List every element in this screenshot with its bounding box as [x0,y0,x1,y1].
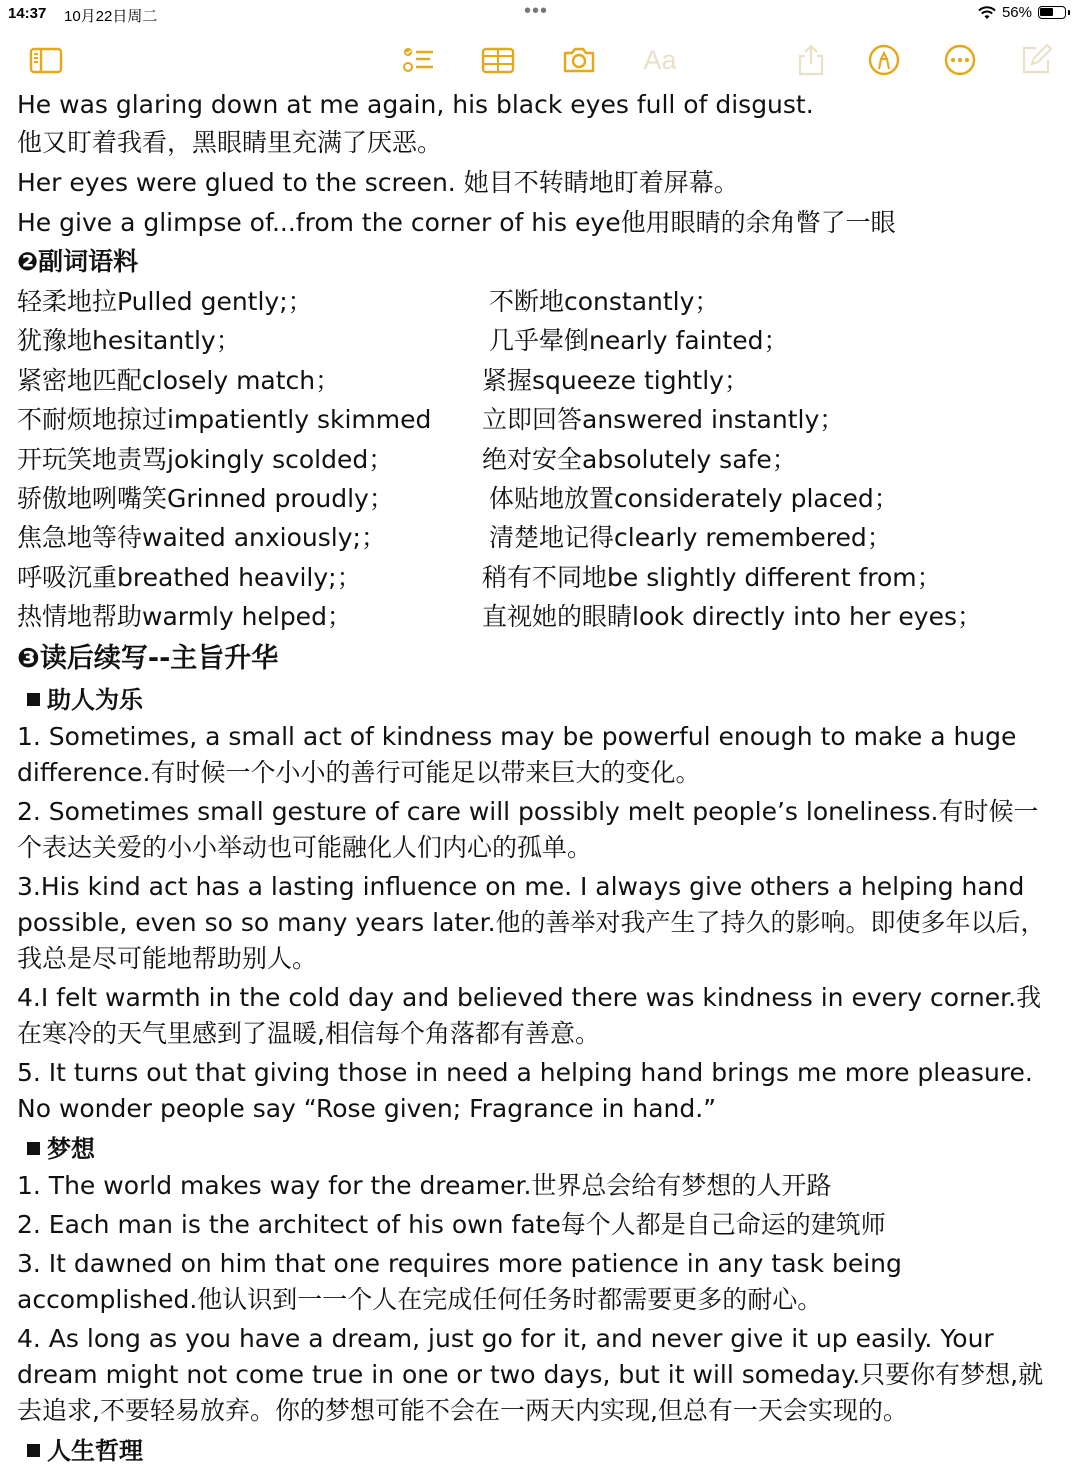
adverb-right: 直视她的眼睛look directly into her eyes； [482,602,982,632]
table-icon[interactable] [478,40,518,80]
adverb-left: 不耐烦地掠过impatiently skimmed [17,405,432,435]
share-icon[interactable] [791,40,831,80]
adverb-row [17,321,1067,360]
battery-tip [1068,10,1070,15]
square-bullet-icon [27,693,40,706]
text-format-label: Aa [643,44,677,75]
adverb-right: 不断地constantly； [489,287,720,316]
compose-icon[interactable] [1016,40,1056,80]
notes-toolbar [0,40,1080,84]
section-heading-continuation-writing: ❸读后续写--主旨升华 [17,642,279,674]
battery-icon [1038,6,1066,19]
list-item: 1. The world makes way for the dreamer.世界总会给有梦想的人开路 [17,1170,832,1200]
note-line: 他又盯着我看，黑眼睛里充满了厌恶。 [17,128,443,157]
note-line: He was glaring down at me again, his black eyes full of disgust. [17,90,814,119]
text-format-icon[interactable] [640,40,680,80]
multitasking-dots[interactable]: ••• [524,0,549,22]
adverb-left: 轻柔地拉Pulled gently;； [17,287,313,316]
sidebar-icon[interactable] [26,40,66,80]
adverb-table [17,282,1067,637]
wifi-icon [978,6,996,20]
list-item: 4. As long as you have a dream, just go for it, and never give it up easily. Your dream might not come true in one or two days, but it will someday.只要你有梦想,就去追求,不要轻易放弃。你的梦想可能不会在一两天内实现,但总有一天会实现的。 [17,1323,1044,1425]
adverb-left: 焦急地等待waited anxiously;； [17,523,386,553]
subheading-label: 助人为乐 [47,685,143,714]
adverb-right: 几乎晕倒nearly fainted； [489,326,789,356]
list-item: 2. Each man is the architect of his own fate每个人都是自己命运的建筑师 [17,1209,886,1239]
adverb-right: 体贴地放置considerately placed； [489,483,899,513]
adverb-left: 骄傲地咧嘴笑Grinned proudly； [17,483,394,513]
subheading-label: 人生哲理 [47,1436,143,1465]
markup-pen-icon[interactable] [864,40,904,80]
adverb-right: 立即回答answered instantly； [482,405,845,435]
square-bullet-icon [27,1444,40,1457]
adverb-right: 清楚地记得clearly remembered； [489,523,892,553]
subheading-life-philosophy [17,1432,1067,1470]
adverb-row [17,282,1067,321]
subheading-label: 梦想 [47,1134,95,1163]
subheading-dream [17,1130,1067,1168]
square-bullet-icon [27,1142,40,1155]
helping-others-list [17,719,1067,1127]
list-item: 4.I felt warmth in the cold day and believed there was kindness in every corner.我在寒冷的天气里感到了温暖,相信每个角落都有善意。 [17,982,1042,1048]
adverb-row [17,558,1067,597]
adverb-row [17,479,1067,518]
status-bar [0,0,1080,28]
list-item: 2. Sometimes small gesture of care will possibly melt people’s loneliness.有时候一个表达关爱的小小举动也可能融化人们内心的孤单。 [17,796,1039,862]
checklist-icon[interactable] [398,40,438,80]
adverb-left: 犹豫地hesitantly； [17,326,241,356]
more-icon[interactable] [940,40,980,80]
adverb-row [17,400,1067,439]
battery-percent: 56% [1001,4,1032,21]
section-heading-adverbs: ❷副词语料 [17,247,139,276]
status-date: 10月22日周二 [64,8,158,25]
adverb-right: 绝对安全absolutely safe； [482,444,797,474]
adverb-row [17,518,1067,557]
status-time: 14:37 [8,5,47,22]
list-item: 3. It dawned on him that one requires more patience in any task being accomplished.他认识到一一个人在完成任何任务时都需要更多的耐心。 [17,1248,902,1314]
adverb-left: 热情地帮助warmly helped； [17,602,352,632]
list-item: 5. It turns out that giving those in need a helping hand brings me more pleasure. No wonder people say “Rose given; Fragrance in hand.” [17,1057,1033,1123]
adverb-left: 开玩笑地责骂jokingly scolded； [17,444,394,474]
adverb-row [17,597,1067,636]
list-item: 3.His kind act has a lasting influence on me. I always give others a helping hand possible, even so so many years later.他的善举对我产生了持久的影响。即使多年以后，我总是尽可能地帮助别人。 [17,871,1046,973]
adverb-right: 稍有不同地be slightly different from； [482,562,942,592]
adverb-left: 呼吸沉重breathed heavily;； [17,562,362,592]
list-item: 1. Sometimes, a small act of kindness may be powerful enough to make a huge difference.有时候一个小小的善行可能足以带来巨大的变化。 [17,721,1017,787]
status-right [978,4,1070,21]
adverb-right: 紧握squeeze tightly； [482,365,749,395]
adverb-left: 紧密地匹配closely match； [17,365,341,395]
note-line: He give a glimpse of...from the corner of his eye他用眼睛的余角瞥了一眼 [17,208,896,237]
dream-list [17,1168,1067,1429]
adverb-row [17,440,1067,479]
adverb-row [17,361,1067,400]
note-body[interactable] [17,86,1067,1470]
subheading-helping-others [17,681,1067,719]
note-line: Her eyes were glued to the screen. 她目不转睛地盯着屏幕。 [17,168,739,197]
camera-icon[interactable] [559,40,599,80]
